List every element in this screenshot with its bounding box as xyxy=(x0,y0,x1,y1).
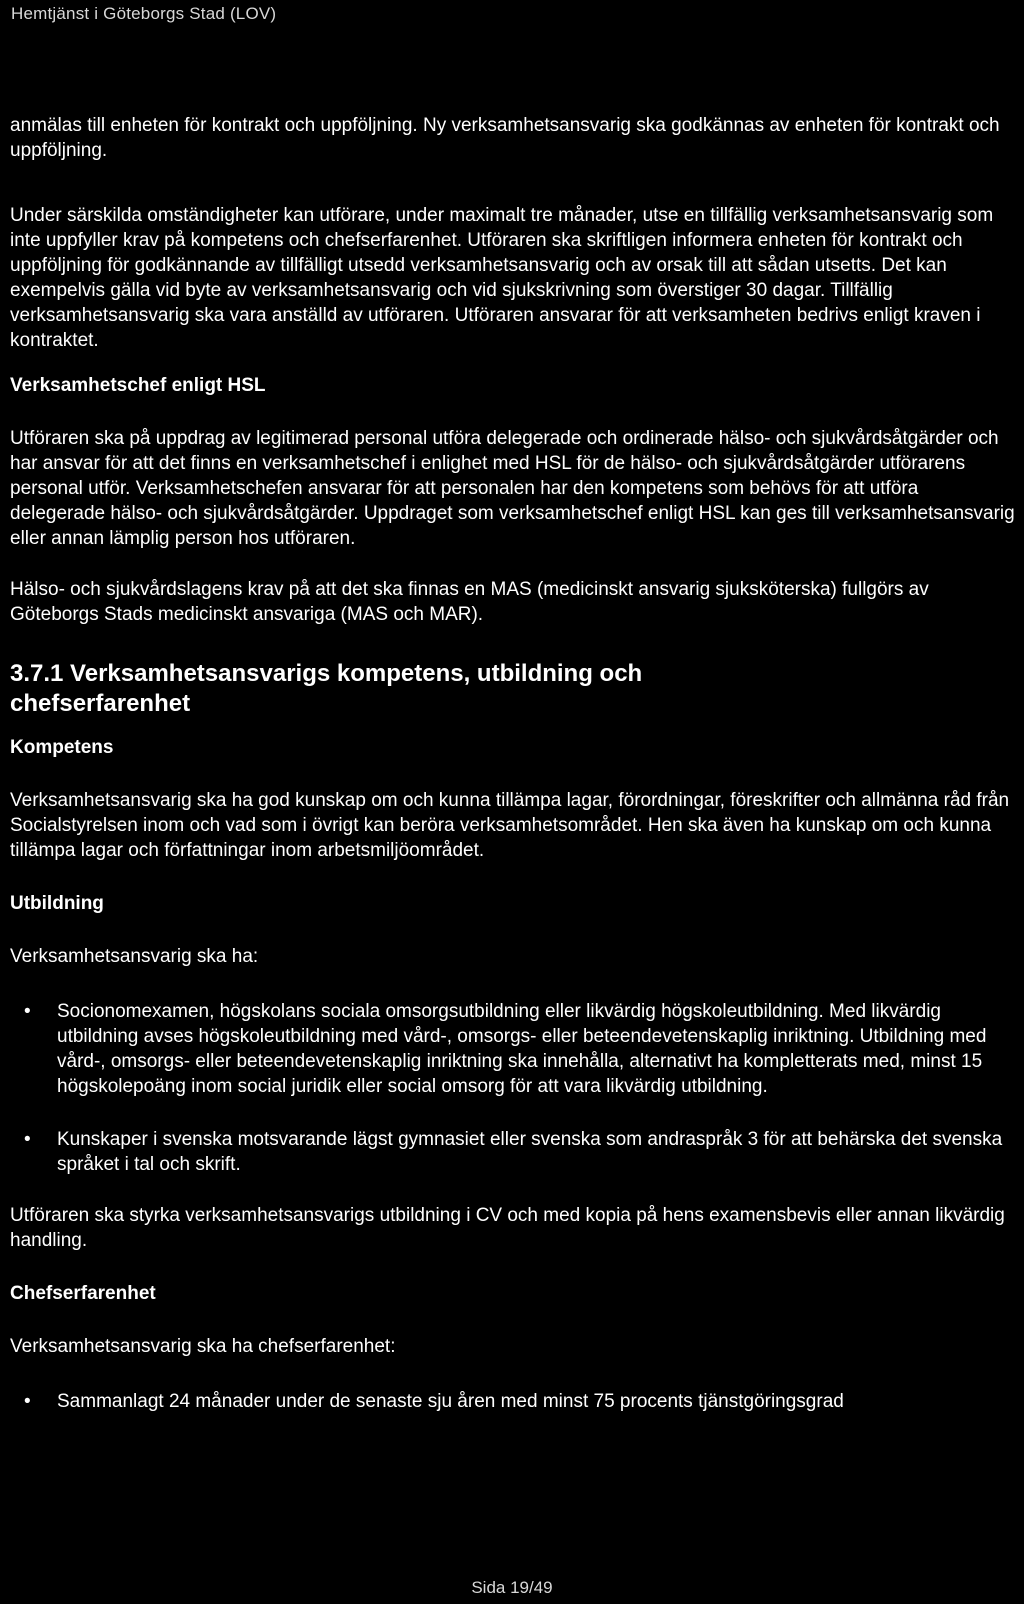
bullet-icon: • xyxy=(24,1129,31,1150)
paragraph-approval: anmälas till enheten för kontrakt och uppföljning. Ny verksamhetsansvarig ska godkännas av enheten för kontrakt och uppföljning. xyxy=(10,115,1000,161)
heading-kompetens: Kompetens xyxy=(10,737,114,758)
heading-chefserfarenhet: Chefserfarenhet xyxy=(10,1283,156,1304)
section-heading-3-7-1: 3.7.1 Verksamhetsansvarigs kompetens, utbildning och chefserfarenhet xyxy=(10,660,643,717)
list-utbildning xyxy=(10,999,1015,1177)
paragraph-kompetens: Verksamhetsansvarig ska ha god kunskap om och kunna tillämpa lagar, förordningar, föreskrifter och allmänna råd från Socialstyrelsen inom och vad som i övrigt kan beröra verksamhetsområdet. Hen ska även ha kunskap om och kunna tillämpa lagar och författningar inom arbetsmiljöområdet. xyxy=(10,790,1010,861)
list-chefserfarenhet xyxy=(10,1389,1015,1414)
page-content xyxy=(10,113,1015,1414)
paragraph-utbildning-proof: Utföraren ska styrka verksamhetsansvarigs utbildning i CV och med kopia på hens examensbevis eller annan likvärdig handling. xyxy=(10,1205,1005,1251)
list-item xyxy=(10,999,1015,1099)
paragraph-chef-intro: Verksamhetsansvarig ska ha chefserfarenhet: xyxy=(10,1336,396,1357)
bullet-icon: • xyxy=(24,1391,31,1412)
running-header: Hemtjänst i Göteborgs Stad (LOV) xyxy=(11,4,277,23)
list-item xyxy=(10,1389,1015,1414)
paragraph-hsl-duties: Utföraren ska på uppdrag av legitimerad personal utföra delegerade och ordinerade hälso- och sjukvårdsåtgärder och har ansvar för att det finns en verksamhetschef i enlighet med HSL för de hälso- och sjukvårdsåtgärder utförarens personal utför. Verksamhetschefen ansvarar för att personalen har den kompetens som behövs för att utföra delegerade hälso- och sjukvårdsåtgärder. Uppdraget som verksamhetschef enligt HSL kan ges till verksamhetsansvarig eller annan lämplig person hos utföraren. xyxy=(10,428,1015,549)
list-item-text: Socionomexamen, högskolans sociala omsorgsutbildning eller likvärdig högskoleutbildning. Med likvärdig utbildning avses högskoleutbildning med vård-, omsorgs- eller beteendevetenskaplig inriktning. Utbildning med vård-, omsorgs- eller beteendevetenskaplig inriktning ska innehålla, alternativt ha kompletterats med, minst 15 högskolepoäng inom social juridik eller social omsorg för att vara likvärdig utbildning. xyxy=(57,1001,987,1097)
list-item-text: Kunskaper i svenska motsvarande lägst gymnasiet eller svenska som andraspråk 3 för att behärska det svenska språket i tal och skrift. xyxy=(57,1129,1003,1175)
list-item-text: Sammanlagt 24 månader under de senaste sju åren med minst 75 procents tjänstgöringsgrad xyxy=(57,1391,844,1412)
paragraph-utbildning-intro: Verksamhetsansvarig ska ha: xyxy=(10,946,259,967)
paragraph-temporary-manager: Under särskilda omständigheter kan utförare, under maximalt tre månader, utse en tillfällig verksamhetsansvarig som inte uppfyller krav på kompetens och chefserfarenhet. Utföraren ska skriftligen informera enheten för kontrakt och uppföljning för godkännande av tillfälligt utsedd verksamhetsansvarig och av orsak till att sådan utsetts. Det kan exempelvis gälla vid byte av verksamhetsansvarig och vid sjukskrivning som överstiger 30 dagar. Tillfällig verksamhetsansvarig ska vara anställd av utföraren. Utföraren ansvarar för att verksamheten bedrivs enligt kraven i kontraktet. xyxy=(10,205,994,351)
bullet-icon: • xyxy=(24,1001,31,1022)
heading-utbildning: Utbildning xyxy=(10,893,104,914)
heading-verksamhetschef-hsl: Verksamhetschef enligt HSL xyxy=(10,375,266,396)
paragraph-mas: Hälso- och sjukvårdslagens krav på att det ska finnas en MAS (medicinskt ansvarig sjuksköterska) fullgörs av Göteborgs Stads medicinskt ansvariga (MAS och MAR). xyxy=(10,579,929,625)
list-item xyxy=(10,1127,1015,1177)
page-number: Sida 19/49 xyxy=(471,1578,553,1597)
